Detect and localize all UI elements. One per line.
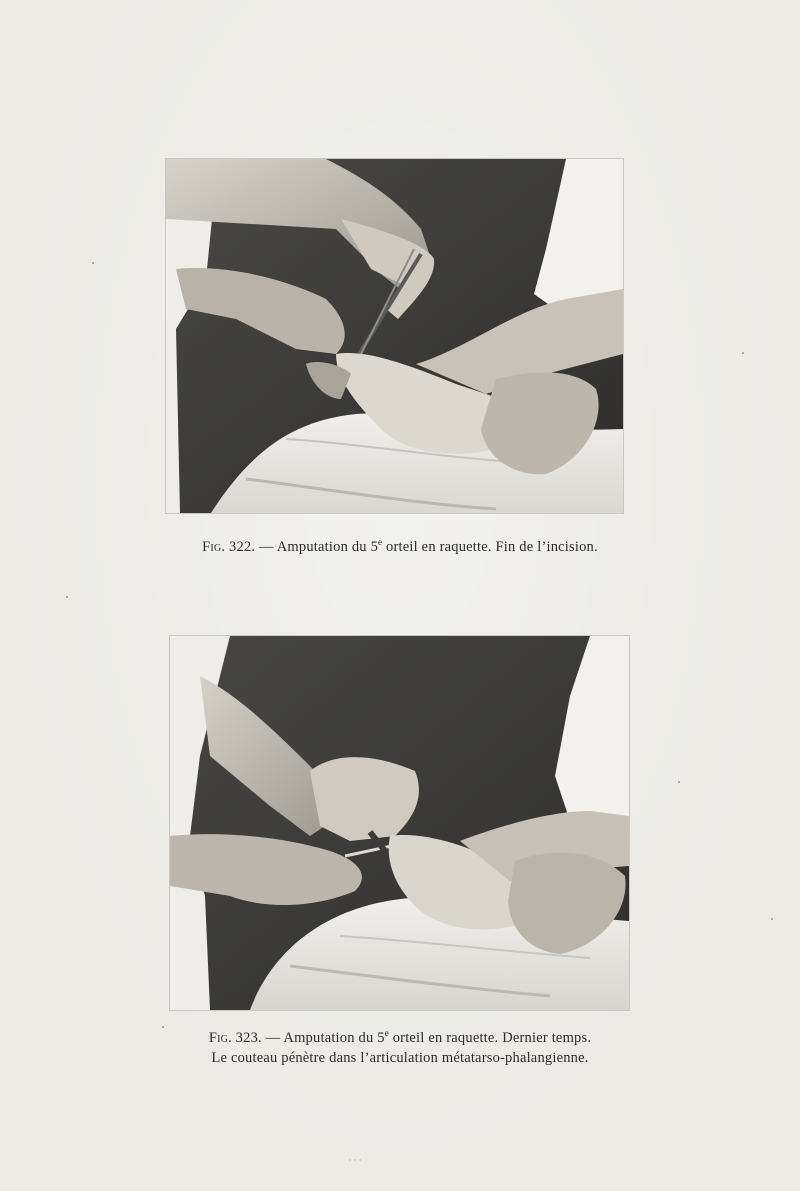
paper-speck [162,1026,164,1028]
surgery-photo-incision [166,159,623,513]
paper-speck [92,262,94,264]
figure-323-text-b: orteil en raquette. Dernier temps. [388,1030,592,1046]
figure-323-label: Fig. 323. [208,1030,262,1046]
figure-323-text-a: — Amputation du 5 [265,1030,385,1046]
figure-323-caption [0,1028,800,1068]
figure-322-label: Fig. 322. [202,539,256,555]
page-folio-mark: · · · [348,1156,362,1165]
figure-322-caption [0,537,800,557]
figure-322-text-a: — Amputation du 5 [259,539,379,555]
figure-323-sup: e [384,1028,389,1039]
surgery-photo-final-step [170,636,629,1010]
figure-323-caption-line-2: Le couteau pénètre dans l’articulation métatarso-phalangienne. [211,1050,589,1066]
figure-322-sup: e [378,537,383,548]
paper-speck [742,352,744,354]
paper-speck [771,918,773,920]
figure-323-photo [169,635,630,1011]
figure-322-photo [165,158,624,514]
paper-speck [678,781,680,783]
figure-323-caption-line-1 [0,1028,800,1048]
paper-speck [66,596,68,598]
figure-322-text-b: orteil en raquette. Fin de l’incision. [382,539,598,555]
